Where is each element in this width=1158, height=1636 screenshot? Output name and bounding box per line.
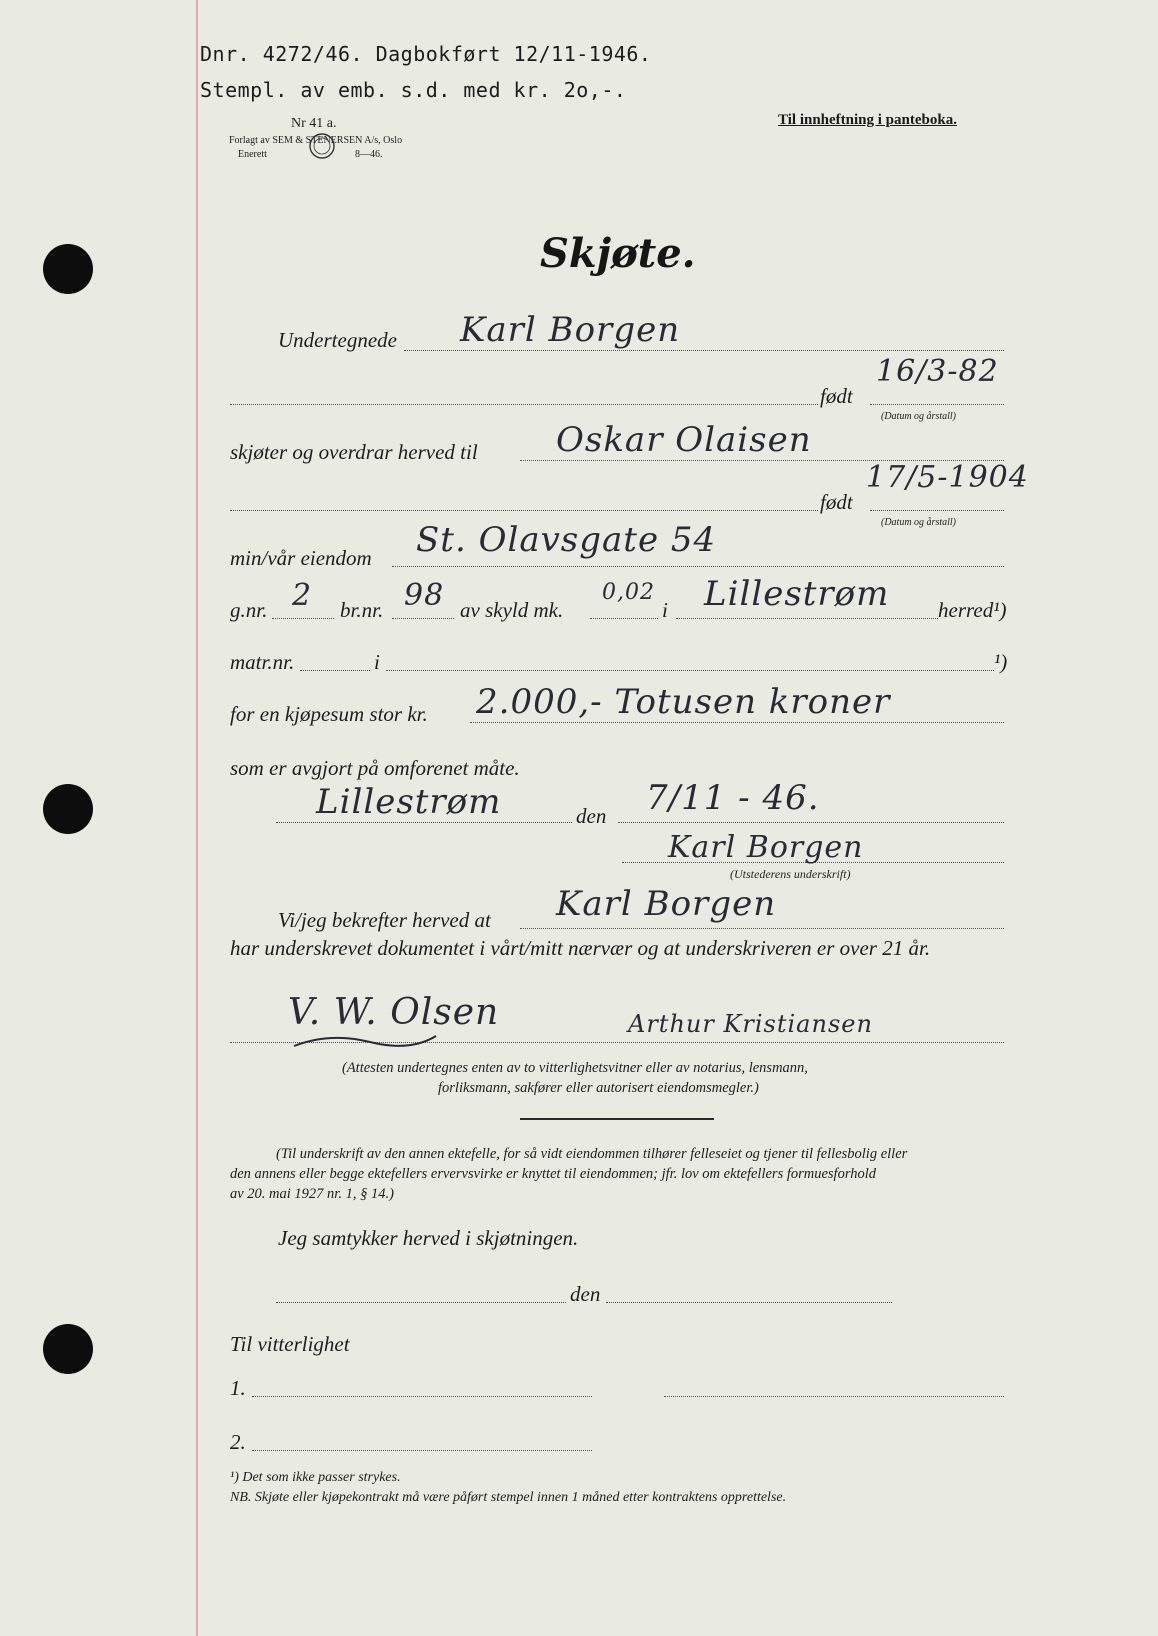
spouse-note-1: (Til underskrift av den annen ektefelle, for så vidt eiendommen tilhører felleseiet og tjener til fellesbolig eller xyxy=(276,1146,908,1162)
brnr-value: 98 xyxy=(404,578,445,613)
issuer-caption: (Utstederens underskrift) xyxy=(730,867,851,881)
date-value: 7/11 - 46. xyxy=(646,778,820,818)
seller-born: 16/3-82 xyxy=(876,354,999,389)
skyld-label: av skyld mk. xyxy=(460,598,564,622)
price-label: for en kjøpesum stor kr. xyxy=(230,702,428,726)
brnr-line xyxy=(392,618,454,619)
matr-i-line xyxy=(386,670,994,671)
i-label: i xyxy=(662,598,668,622)
attest-note-1: (Attesten undertegnes enten av to vitterlighetsvitner eller av notarius, lensmann, xyxy=(342,1060,808,1076)
witness-number-2: 2. xyxy=(230,1430,246,1454)
date-line xyxy=(618,822,1004,823)
herred-value: Lillestrøm xyxy=(704,574,890,614)
fodt-label: født xyxy=(820,384,853,408)
brnr-label: br.nr. xyxy=(340,598,384,622)
margin-rule xyxy=(196,0,198,1636)
witness-number-1: 1. xyxy=(230,1376,246,1400)
print-date: 8—46. xyxy=(355,149,383,160)
form-number: Nr 41 a. xyxy=(291,116,337,131)
price-value: 2.000,- Totusen kroner xyxy=(476,682,891,722)
matr-line xyxy=(300,670,370,671)
price-line xyxy=(470,722,1004,723)
witness-1b-line xyxy=(664,1396,1004,1397)
punch-hole xyxy=(43,244,93,294)
gnr-value: 2 xyxy=(292,578,313,613)
place-value: Lillestrøm xyxy=(316,782,502,822)
property-line xyxy=(392,566,1004,567)
property-label: min/vår eiendom xyxy=(230,546,372,570)
buyer-extra-line xyxy=(230,510,818,511)
witness1-signature: V. W. Olsen xyxy=(288,992,500,1033)
punch-hole xyxy=(43,1324,93,1374)
witness2-signature: Arthur Kristiansen xyxy=(628,1010,873,1038)
transfer-label: skjøter og overdrar herved til xyxy=(230,440,478,464)
gnr-label: g.nr. xyxy=(230,598,268,622)
seller-line xyxy=(404,350,1004,351)
registry-line-1: Dnr. 4272/46. Dagbokført 12/11-1946. xyxy=(200,42,652,66)
property-value: St. Olavsgate 54 xyxy=(416,520,717,560)
buyer-name: Oskar Olaisen xyxy=(556,420,812,460)
publisher-logo xyxy=(307,131,337,161)
datum-note: (Datum og årstall) xyxy=(881,411,956,422)
agreed-label: som er avgjort på omforenet måte. xyxy=(230,756,520,780)
spouse-note-2: den annens eller begge ektefellers ervervsvirke er knyttet til eiendommen; jfr. lov om ektefellers formuesforhold xyxy=(230,1166,876,1182)
publisher-line: Forlagt av SEM & STENERSEN A/s, Oslo xyxy=(229,135,403,146)
enerett-label: Enerett xyxy=(238,149,267,160)
den-label: den xyxy=(570,1282,601,1306)
confirm-label: Vi/jeg bekrefter herved at xyxy=(278,908,491,932)
consent-text: Jeg samtykker herved i skjøtningen. xyxy=(278,1226,579,1250)
footnote-1: ¹) Det som ikke passer strykes. xyxy=(230,1470,401,1485)
matr-i-label: i xyxy=(374,650,380,674)
skyld-line xyxy=(590,618,658,619)
seller-name: Karl Borgen xyxy=(460,310,681,350)
signature-flourish xyxy=(290,1030,440,1054)
undertegnede-label: Undertegnede xyxy=(278,328,397,352)
spouse-note-3: av 20. mai 1927 nr. 1, § 14.) xyxy=(230,1186,394,1202)
footnote-nb: NB. Skjøte eller kjøpekontrakt må være påført stempel innen 1 måned etter kontraktens opprettelse. xyxy=(230,1490,787,1505)
fodt-label: født xyxy=(820,490,853,514)
witness-2-line xyxy=(252,1450,592,1451)
skyld-value: 0,02 xyxy=(602,580,655,605)
gnr-line xyxy=(272,618,334,619)
punch-hole xyxy=(43,784,93,834)
consent-date-line xyxy=(606,1302,892,1303)
witness-1-line xyxy=(252,1396,592,1397)
datum-note: (Datum og årstall) xyxy=(881,517,956,528)
section-divider xyxy=(520,1118,714,1120)
filing-note: Til innheftning i panteboka. xyxy=(778,112,957,128)
herred-line xyxy=(676,618,938,619)
consent-place-line xyxy=(276,1302,566,1303)
seller-born-line xyxy=(870,404,1004,405)
registry-line-2: Stempl. av emb. s.d. med kr. 2o,-. xyxy=(200,78,627,102)
witness-heading: Til vitterlighet xyxy=(230,1332,350,1356)
den-label: den xyxy=(576,804,607,828)
confirm-text: har underskrevet dokumentet i vårt/mitt nærvær og at underskriveren er over 21 år. xyxy=(230,936,931,960)
matr-label: matr.nr. xyxy=(230,650,295,674)
herred-label: herred¹) xyxy=(938,598,1007,622)
issuer-signature: Karl Borgen xyxy=(668,830,864,865)
buyer-born-line xyxy=(870,510,1004,511)
confirmed-name: Karl Borgen xyxy=(556,884,777,924)
buyer-born: 17/5-1904 xyxy=(866,460,1029,495)
attest-note-2: forliksmann, sakfører eller autorisert eiendomsmegler.) xyxy=(438,1080,759,1096)
seller-extra-line xyxy=(230,404,818,405)
confirm-line xyxy=(520,928,1004,929)
matr-footnote-mark: ¹) xyxy=(994,650,1008,674)
place-line xyxy=(276,822,572,823)
document-title: Skjøte. xyxy=(540,230,696,277)
